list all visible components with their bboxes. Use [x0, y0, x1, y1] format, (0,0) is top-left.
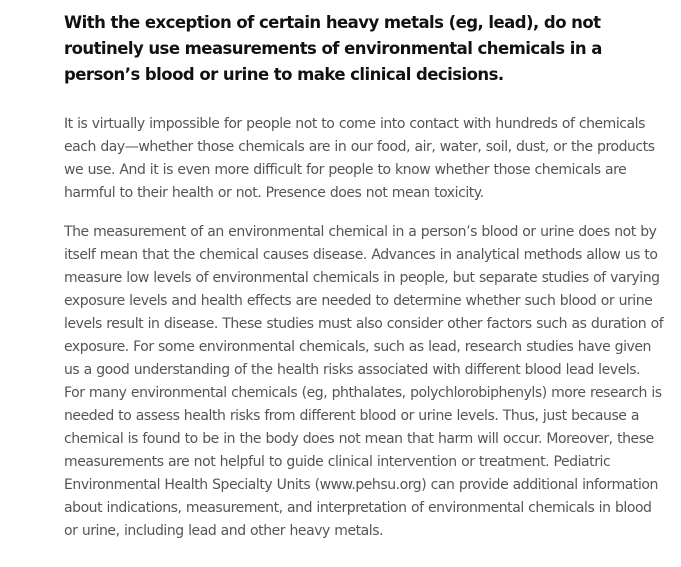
body-paragraph-exposure: It is virtually impossible for people not to come into contact with hundreds of chemicals each day—whether those chemicals are in our food, air, water, soil, dust, or the products we use. And it is even more difficult for people to know whether those chemicals are harmful to their health or not. Presence does not mean toxicity.	[64, 116, 655, 201]
body-paragraph-measurement: The measurement of an environmental chemical in a person’s blood or urine does not by itself mean that the chemical causes disease. Advances in analytical methods allow us to measure low levels of environmental chemicals in people, but separate studies of varying exposure levels and health effects are needed to determine whether such blood or urine levels result in disease. These studies must also consider other factors such as duration of exposure. For some environmental chemicals, such as lead, research studies have given us a good understanding of the health risks associated with different blood lead levels. For many environmental chemicals (eg, phthalates, polychlorobiphenyls) more research is needed to assess health risks from different blood or urine levels. Thus, just because a chemical is found to be in the body does not mean that harm will occur. Moreover, these measurements are not helpful to guide clinical intervention or treatment. Pediatric Environmental Health Specialty Units (www.pehsu.org) can provide additional information about indications, measurement, and interpretation of environmental chemicals in blood or urine, including lead and other heavy metals.	[64, 224, 664, 539]
recommendation-heading: With the exception of certain heavy metals (eg, lead), do not routinely use measurements of environmental chemicals in a person’s blood or urine to make clinical decisions.	[64, 13, 602, 84]
recommendation-block	[64, 10, 664, 543]
